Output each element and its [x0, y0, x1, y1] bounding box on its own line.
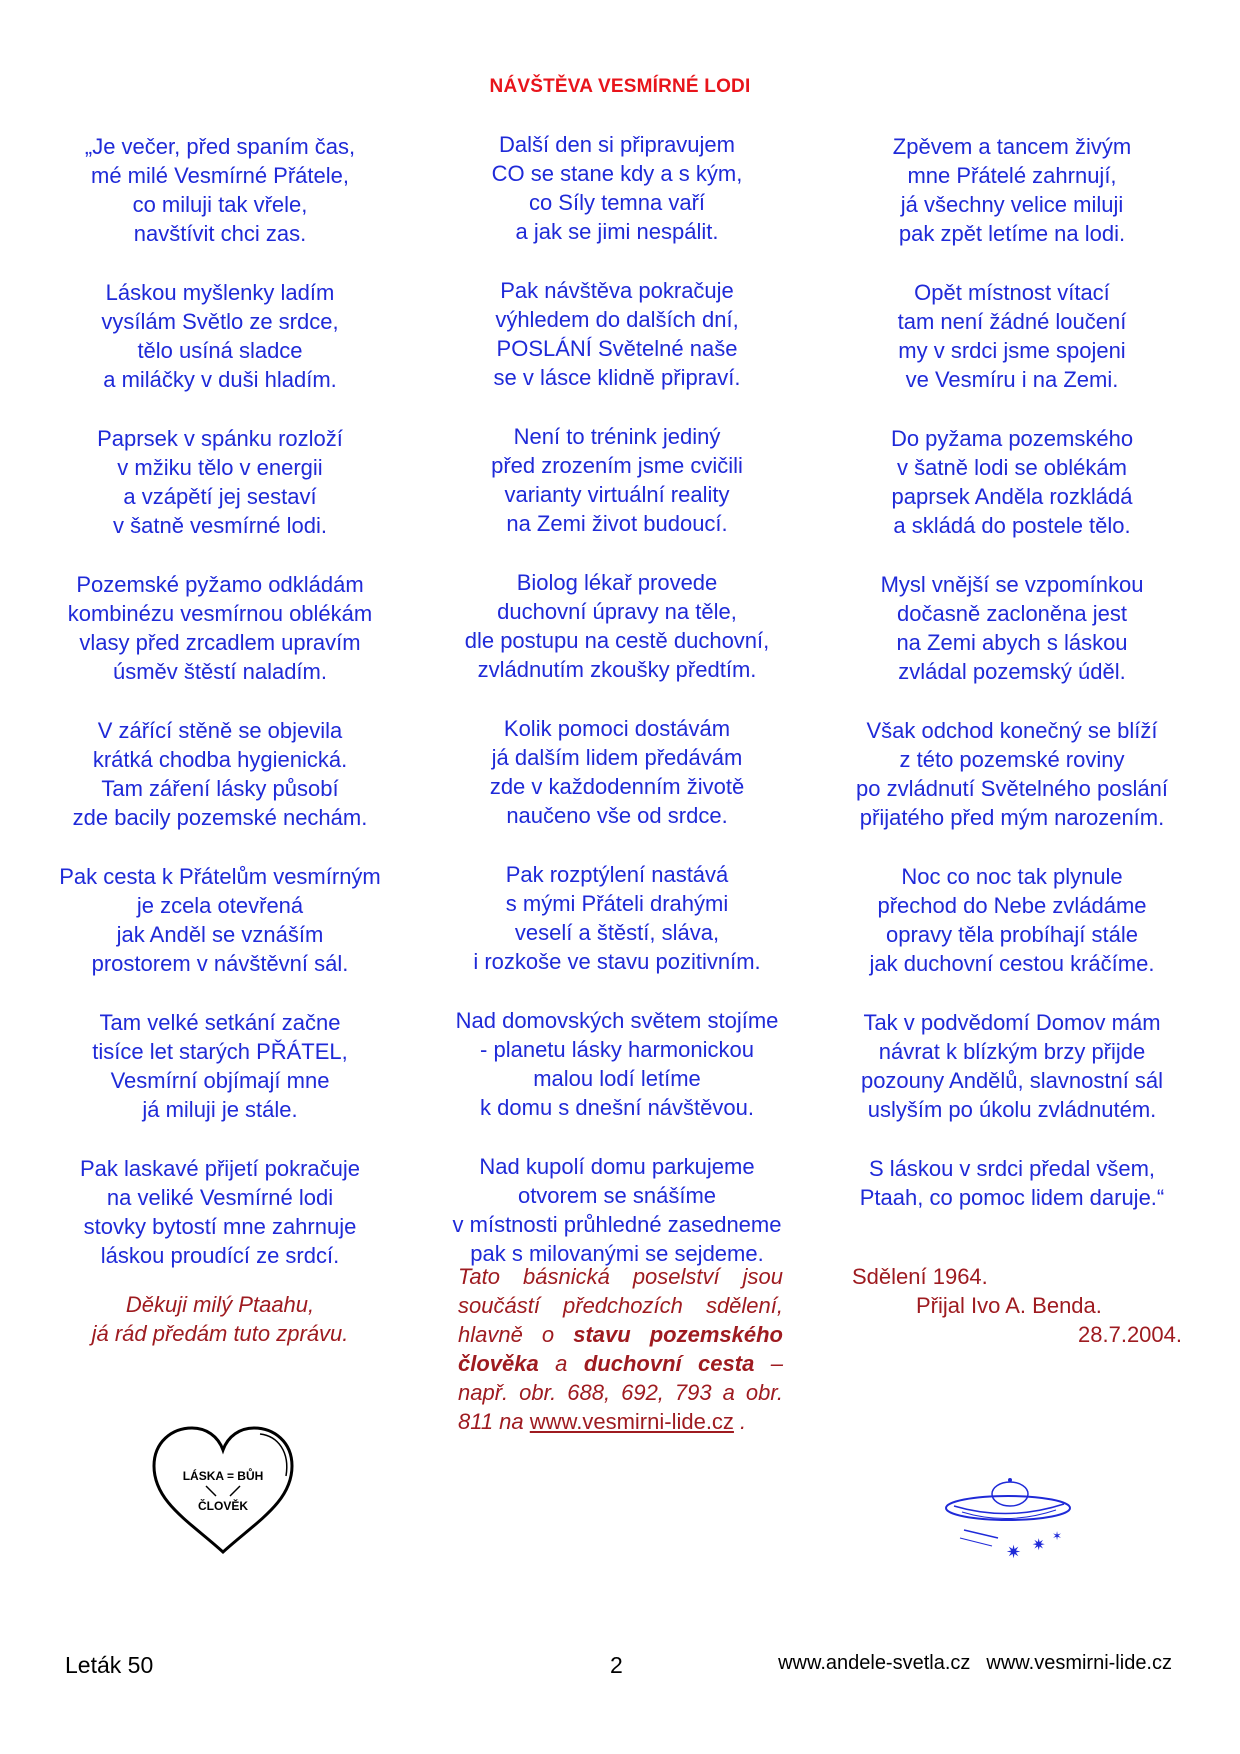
poem-line: po zvládnutí Světelného poslání — [856, 776, 1168, 801]
poem-line: Pak rozptýlení nastává — [505, 862, 729, 887]
poem-line: navštívit chci zas. — [133, 221, 307, 246]
poem-column-1 — [55, 132, 385, 1300]
poem-line: Nad domovských světem stojíme — [455, 1008, 779, 1033]
poem-line: z této pozemské roviny — [899, 747, 1125, 772]
note-text: – např. obr. 688, 692, 793 a obr. 811 na — [458, 1351, 783, 1434]
poem-line: malou lodí letíme — [533, 1066, 701, 1091]
poem-line: Láskou myšlenky ladím — [105, 280, 335, 305]
poem-line: přijatého před mým narozením. — [859, 805, 1165, 830]
note-text: Tato básnická poselství jsou součástí předchozích sdělení, hlavně o — [458, 1264, 783, 1347]
poem-line: zde v každodenním životě — [489, 774, 745, 799]
stanza — [847, 1008, 1177, 1124]
poem-line: Tak v podvědomí Domov mám — [863, 1010, 1161, 1035]
poem-line: vlasy před zrcadlem upravím — [79, 630, 361, 655]
stanza — [847, 862, 1177, 978]
poem-line: opravy těla probíhají stále — [886, 922, 1138, 947]
website-link[interactable]: www.vesmirni-lide.cz — [529, 1409, 734, 1434]
stanza — [55, 1008, 385, 1124]
poem-line: kombinézu vesmírnou oblékám — [67, 601, 373, 626]
poem-line: a vzápětí jej sestaví — [123, 484, 317, 509]
poem-line: V zářící stěně se objevila — [97, 718, 343, 743]
heart-icon — [148, 1424, 298, 1556]
poem-line: k domu s dnešní návštěvou. — [480, 1095, 754, 1120]
poem-line: s mými Přáteli drahými — [505, 891, 729, 916]
poem-line: otvorem se snášíme — [517, 1183, 717, 1208]
source-note — [458, 1262, 783, 1436]
poem-line: Tam velké setkání začne — [99, 1010, 341, 1035]
poem-line: Další den si připravujem — [499, 132, 735, 157]
footer-link[interactable]: www.vesmirni-lide.cz — [986, 1652, 1172, 1674]
poem-line: zvládal pozemský úděl. — [898, 659, 1126, 684]
stanza — [452, 130, 782, 246]
stanza — [55, 570, 385, 686]
poem-line: v mžiku tělo v energii — [117, 455, 323, 480]
star-icon: ✶ — [1052, 1529, 1063, 1543]
poem-line: veselí a štěstí, sláva, — [514, 920, 720, 945]
poem-line: já všechny velice miluji — [900, 192, 1124, 217]
signature-date: 28.7.2004. — [1078, 1322, 1182, 1347]
stanza — [452, 276, 782, 392]
poem-line: ve Vesmíru i na Zemi. — [905, 367, 1119, 392]
page-number: 2 — [610, 1652, 623, 1678]
poem-line: tam není žádné loučení — [897, 309, 1127, 334]
stanza — [847, 132, 1177, 248]
heart-arrow — [230, 1486, 240, 1496]
poem-line: Tam záření lásky působí — [101, 776, 339, 801]
note-text: a — [538, 1351, 584, 1376]
poem-line: přechod do Nebe zvládáme — [877, 893, 1147, 918]
star-icon: ✷ — [1032, 1537, 1046, 1554]
poem-line: a skládá do postele tělo. — [893, 513, 1131, 538]
stanza — [452, 422, 782, 538]
poem-line: tělo usíná sladce — [137, 338, 303, 363]
stanza — [452, 1006, 782, 1122]
stanza — [452, 860, 782, 976]
poem-line: na veliké Vesmírné lodi — [106, 1185, 334, 1210]
poem-line: „Je večer, před spaním čas, — [84, 134, 356, 159]
poem-line: dočasně zacloněna jest — [897, 601, 1127, 626]
heart-label-top: LÁSKA = BŮH — [182, 1469, 264, 1483]
poem-line: se v lásce klidně připraví. — [493, 365, 741, 390]
signature-line: Sdělení 1964. — [852, 1264, 988, 1289]
poem-line: návrat k blízkým brzy přijde — [878, 1039, 1146, 1064]
poem-line: já dalším lidem předávám — [491, 745, 743, 770]
poem-line: co Síly temna vaří — [528, 190, 706, 215]
poem-line: duchovní úpravy na těle, — [497, 599, 737, 624]
stanza — [452, 568, 782, 684]
poem-line: - planetu lásky harmonickou — [480, 1037, 754, 1062]
stanza — [55, 862, 385, 978]
poem-line: úsměv štěstí naladím. — [113, 659, 327, 684]
footer-link[interactable]: www.andele-svetla.cz — [778, 1652, 971, 1674]
poem-line: pozouny Andělů, slavnostní sál — [860, 1068, 1164, 1093]
page-title: NÁVŠTĚVA VESMÍRNÉ LODI — [489, 76, 751, 97]
poem-line: co miluji tak vřele, — [132, 192, 308, 217]
poem-line: paprsek Anděla rozkládá — [891, 484, 1133, 509]
poem-line: Však odchod konečný se blíží — [866, 718, 1158, 743]
poem-line: Nad kupolí domu parkujeme — [479, 1154, 755, 1179]
heart-label-bottom: ČLOVĚK — [197, 1499, 249, 1513]
poem-line: mne Přátelé zahrnují, — [907, 163, 1117, 188]
note-bold-topic: duchovní cesta — [583, 1351, 755, 1376]
poem-line: Noc co noc tak plynule — [901, 864, 1123, 889]
stanza — [847, 716, 1177, 832]
poem-line: my v srdci jsme spojeni — [898, 338, 1126, 363]
poem-line: POSLÁNÍ Světelné naše — [496, 336, 738, 361]
poem-line: Vesmírní objímají mne — [110, 1068, 330, 1093]
poem-line: tisíce let starých PŘÁTEL, — [92, 1039, 348, 1064]
poem-line: stovky bytostí mne zahrnuje — [83, 1214, 357, 1239]
stanza — [452, 1152, 782, 1268]
thanks-line: Děkuji milý Ptaahu, — [125, 1292, 315, 1317]
poem-line: vysílám Světlo ze srdce, — [101, 309, 339, 334]
poem-line: naučeno vše od srdce. — [506, 803, 728, 828]
stanza — [847, 570, 1177, 686]
poem-line: v šatně vesmírné lodi. — [113, 513, 327, 538]
poem-line: Paprsek v spánku rozloží — [97, 426, 343, 451]
stanza — [55, 132, 385, 248]
heart-outline — [154, 1428, 292, 1552]
ufo-dome — [992, 1482, 1028, 1506]
poem-line: CO se stane kdy a s kým, — [491, 161, 743, 186]
poem-line: Zpěvem a tancem živým — [892, 134, 1132, 159]
poem-line: zvládnutím zkoušky předtím. — [477, 657, 757, 682]
poem-line: Není to trénink jediný — [513, 424, 721, 449]
poem-line: Do pyžama pozemského — [890, 426, 1134, 451]
poem-line: S láskou v srdci předal všem, — [868, 1156, 1156, 1181]
poem-line: jak Anděl se vznáším — [116, 922, 324, 947]
poem-line: Pak laskavé přijetí pokračuje — [79, 1156, 361, 1181]
poem-line: pak s milovanými se sejdeme. — [470, 1241, 764, 1266]
poem-line: Opět místnost vítací — [914, 280, 1110, 305]
poem-line: na Zemi život budoucí. — [506, 511, 728, 536]
stanza — [847, 1154, 1177, 1212]
poem-line: Pak návštěva pokračuje — [500, 278, 734, 303]
stanza — [847, 424, 1177, 540]
poem-line: krátká chodba hygienická. — [92, 747, 348, 772]
poem-line: Pozemské pyžamo odkládám — [76, 572, 364, 597]
stanza — [55, 1154, 385, 1270]
poem-column-3 — [847, 132, 1177, 1242]
poem-line: výhledem do dalších dní, — [495, 307, 739, 332]
poem-line: mé milé Vesmírné Přátele, — [91, 163, 349, 188]
poem-line: a miláčky v duši hladím. — [103, 367, 337, 392]
poem-line: varianty virtuální reality — [504, 482, 730, 507]
ufo-trail — [960, 1538, 992, 1546]
poem-line: Mysl vnější se vzpomínkou — [880, 572, 1144, 597]
signature-block — [852, 1262, 1182, 1349]
ufo-trail — [964, 1530, 998, 1538]
ufo-icon — [940, 1470, 1090, 1570]
poem-line: i rozkoše ve stavu pozitivním. — [473, 949, 761, 974]
poem-line: a jak se jimi nespálit. — [515, 219, 719, 244]
poem-line: Ptaah, co pomoc lidem daruje.“ — [859, 1185, 1165, 1210]
poem-line: před zrozením jsme cvičili — [491, 453, 743, 478]
poem-line: prostorem v návštěvní sál. — [91, 951, 349, 976]
thanks-text — [55, 1290, 385, 1348]
poem-line: je zcela otevřená — [136, 893, 304, 918]
stanza — [452, 714, 782, 830]
poem-line: pak zpět letíme na lodi. — [898, 221, 1126, 246]
note-text: . — [733, 1409, 747, 1434]
poem-line: já miluji je stále. — [142, 1097, 298, 1122]
poem-line: dle postupu na cestě duchovní, — [464, 628, 770, 653]
thanks-line: já rád předám tuto zprávu. — [91, 1321, 349, 1346]
stanza — [55, 278, 385, 394]
stanza — [55, 424, 385, 540]
poem-line: na Zemi abych s láskou — [896, 630, 1128, 655]
star-icon: ✷ — [1006, 1542, 1022, 1562]
poem-line: zde bacily pozemské nechám. — [72, 805, 368, 830]
stanza — [847, 278, 1177, 394]
poem-line: v šatně lodi se oblékám — [897, 455, 1127, 480]
poem-line: uslyším po úkolu zvládnutém. — [867, 1097, 1157, 1122]
poem-line: Pak cesta k Přátelům vesmírným — [59, 864, 381, 889]
poem-column-2 — [452, 130, 782, 1298]
poem-line: jak duchovní cestou kráčíme. — [869, 951, 1155, 976]
poem-line: láskou proudící ze srdcí. — [100, 1243, 340, 1268]
stanza — [55, 716, 385, 832]
poem-line: v místnosti průhledné zasedneme — [452, 1212, 782, 1237]
poem-line: Kolik pomoci dostávám — [503, 716, 731, 741]
note-bold-topic: stavu pozemského člověka — [458, 1322, 783, 1376]
heart-arrow — [206, 1486, 216, 1496]
signature-line: Přijal Ivo A. Benda. — [916, 1293, 1102, 1318]
ufo-antenna — [1008, 1478, 1012, 1482]
leaflet-number: Leták 50 — [65, 1652, 154, 1678]
poem-line: Biolog lékař provede — [516, 570, 718, 595]
footer-links — [762, 1652, 1172, 1675]
